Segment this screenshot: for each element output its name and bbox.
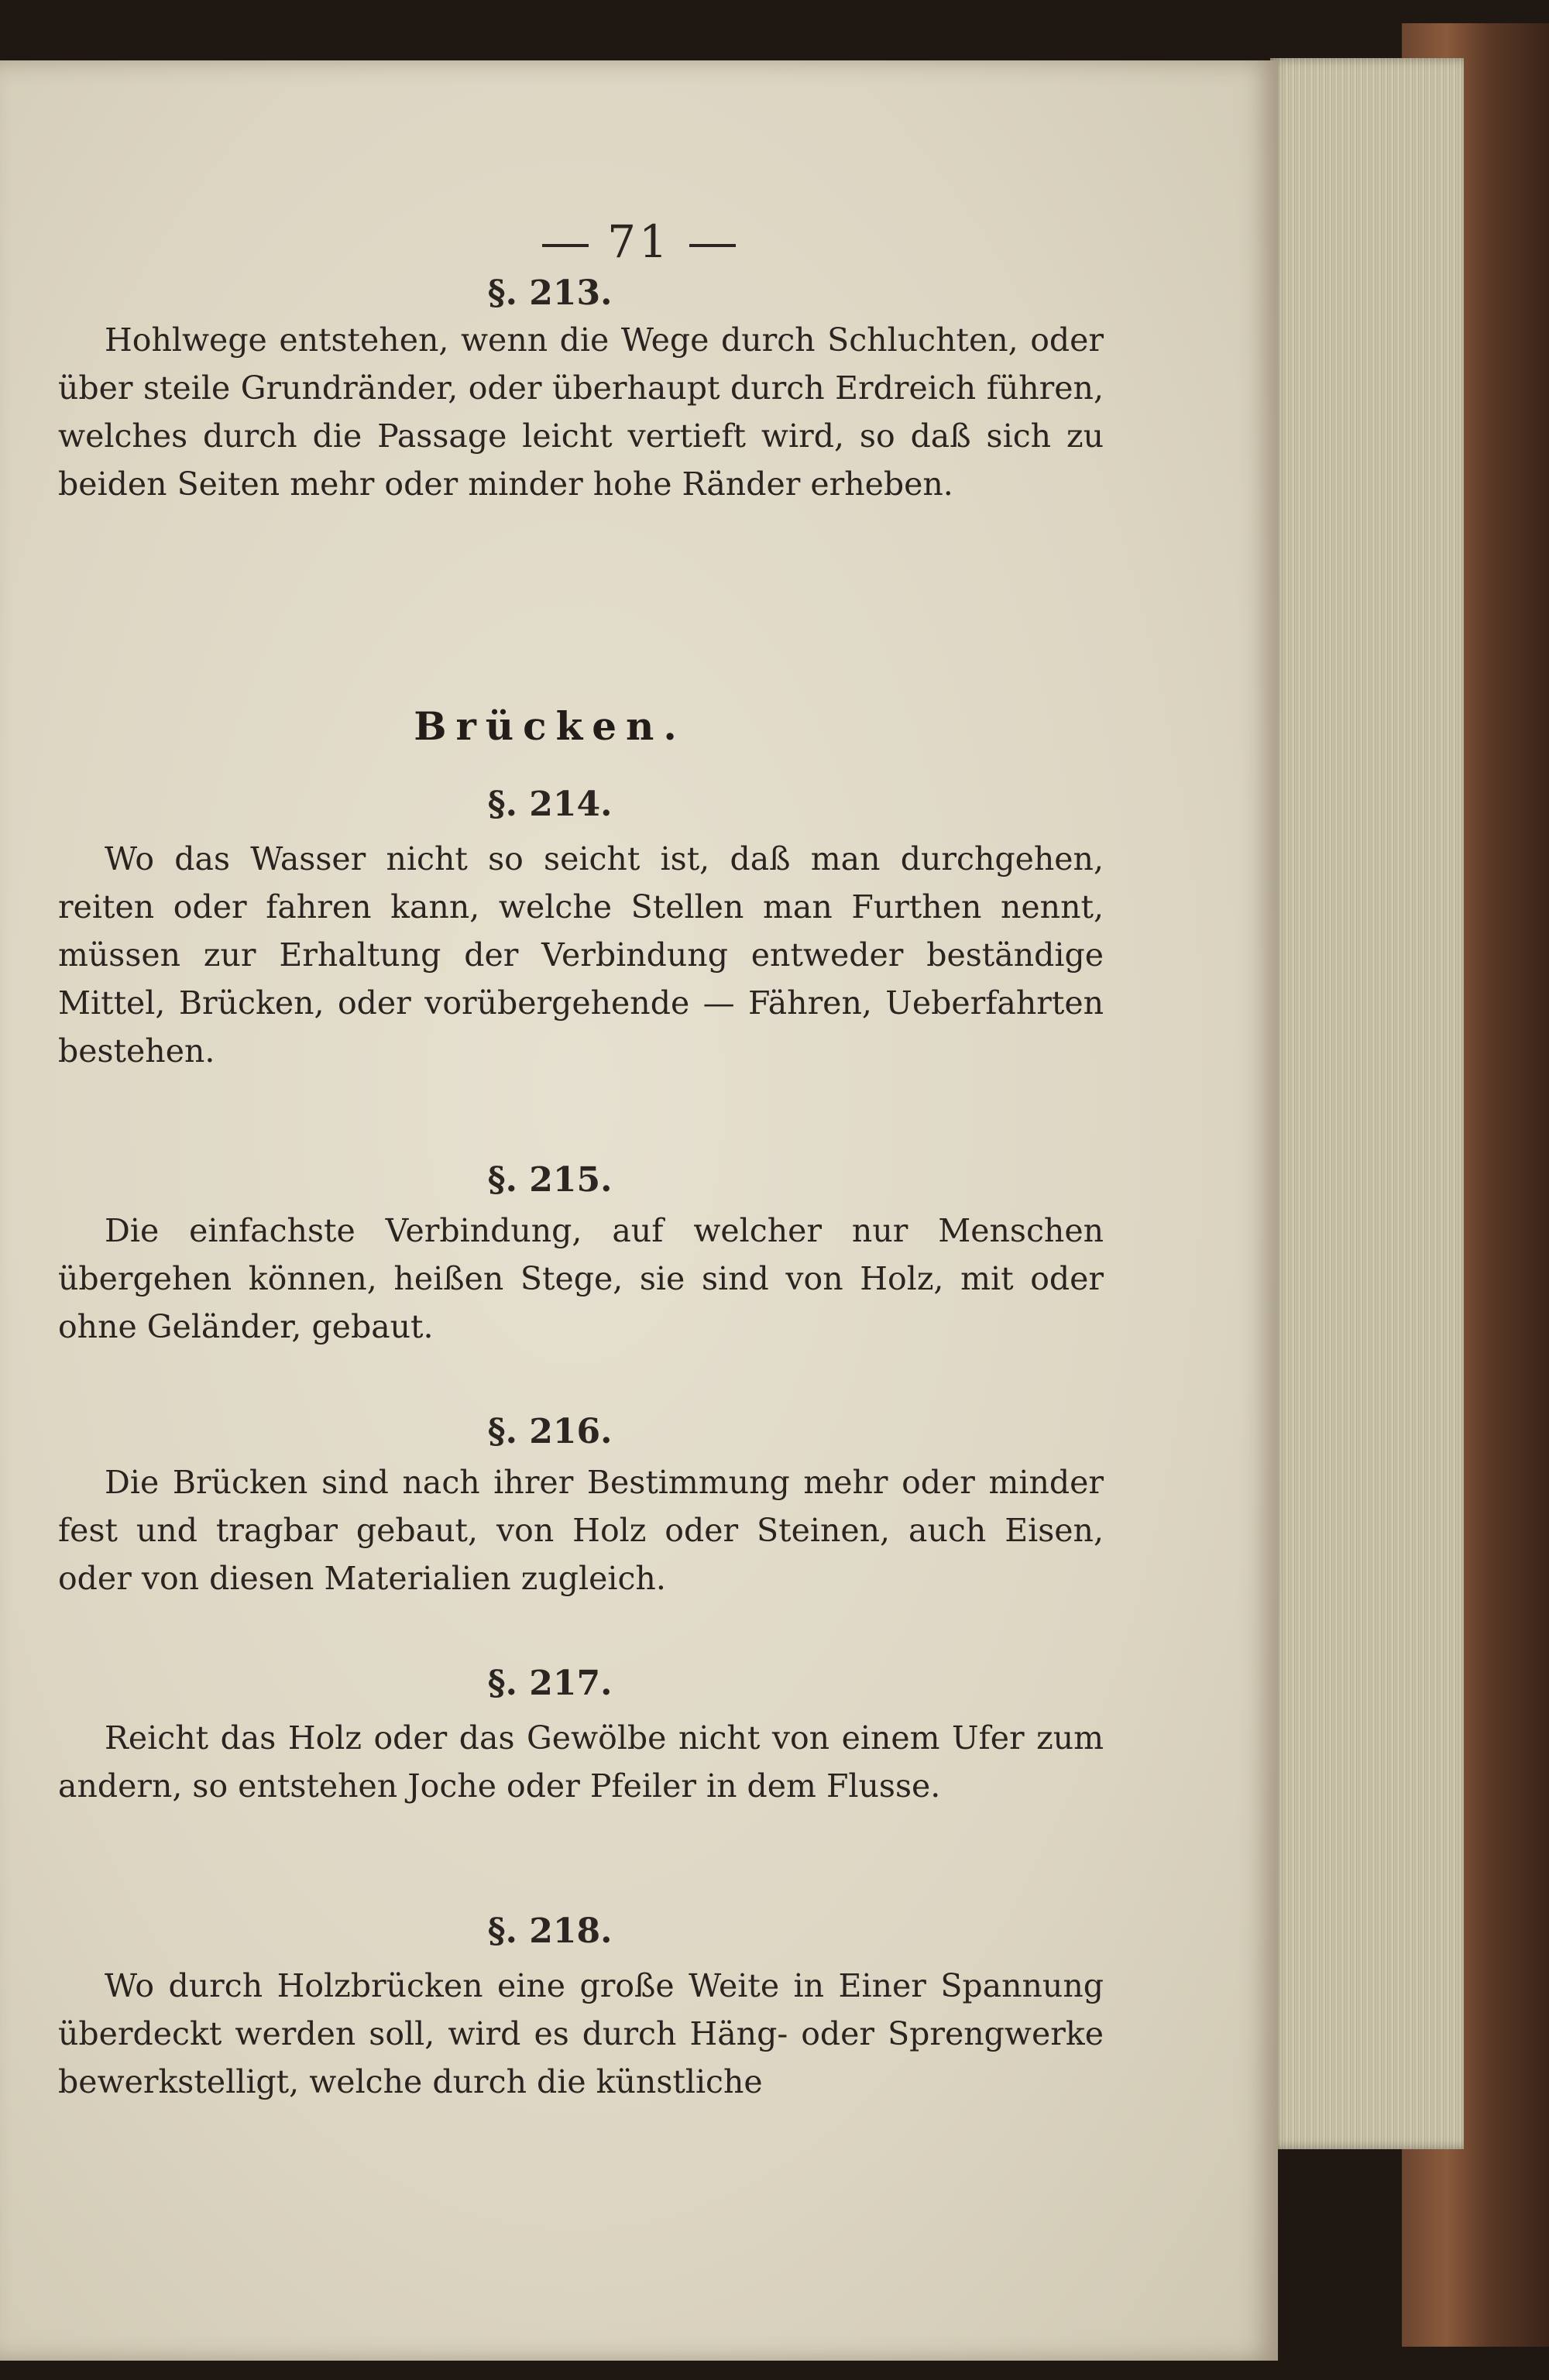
dash-right: [689, 244, 736, 247]
page-number-text: 71: [607, 215, 671, 268]
book-page: [0, 60, 1278, 2361]
section-215-number: §. 215.: [487, 1160, 613, 1200]
section-216-number: §. 216.: [487, 1412, 613, 1451]
dash-left: [542, 244, 589, 247]
section-217-text: Reicht das Holz oder das Gewölbe nicht von einem Ufer zum andern, so entstehen Joche oder Pfeiler in dem Flusse.: [58, 1719, 1104, 1805]
section-214-number: §. 214.: [487, 785, 613, 824]
section-215-text: Die einfachste Verbindung, auf welcher nur Menschen übergehen können, heißen Stege, sie sind von Holz, mit oder ohne Geländer, gebaut.: [58, 1212, 1104, 1345]
section-216-text: Die Brücken sind nach ihrer Bestimmung mehr oder minder fest und tragbar gebaut, von Holz oder Steinen, auch Eisen, oder von diesen Materialien zugleich.: [58, 1464, 1104, 1597]
section-213-text: Hohlwege entstehen, wenn die Wege durch Schluchten, oder über steile Grundränder, oder überhaupt durch Erdreich führen, welches durch die Passage leicht vertieft wird, so daß sich zu beiden Seiten mehr oder minder hohe Ränder erheben.: [58, 321, 1104, 503]
page-number: [0, 215, 1278, 268]
section-218-text: Wo durch Holzbrücken eine große Weite in Einer Spannung überdeckt werden soll, wird es durch Häng- oder Sprengwerke bewerkstelligt, welche durch die künstliche: [58, 1967, 1104, 2100]
section-213-number: §. 213.: [487, 273, 613, 313]
page-edges: [1270, 58, 1464, 2149]
section-214-text: Wo das Wasser nicht so seicht ist, daß man durchgehen, reiten oder fahren kann, welche Stellen man Furthen nennt, müssen zur Erhaltung der Verbindung entweder beständige Mittel, Brücken, oder vorübergehende — Fähren, Ueberfahrten bestehen.: [58, 840, 1104, 1070]
heading-bruecken: Brücken.: [414, 703, 686, 749]
section-218-number: §. 218.: [487, 1911, 613, 1951]
section-217-number: §. 217.: [487, 1664, 613, 1703]
